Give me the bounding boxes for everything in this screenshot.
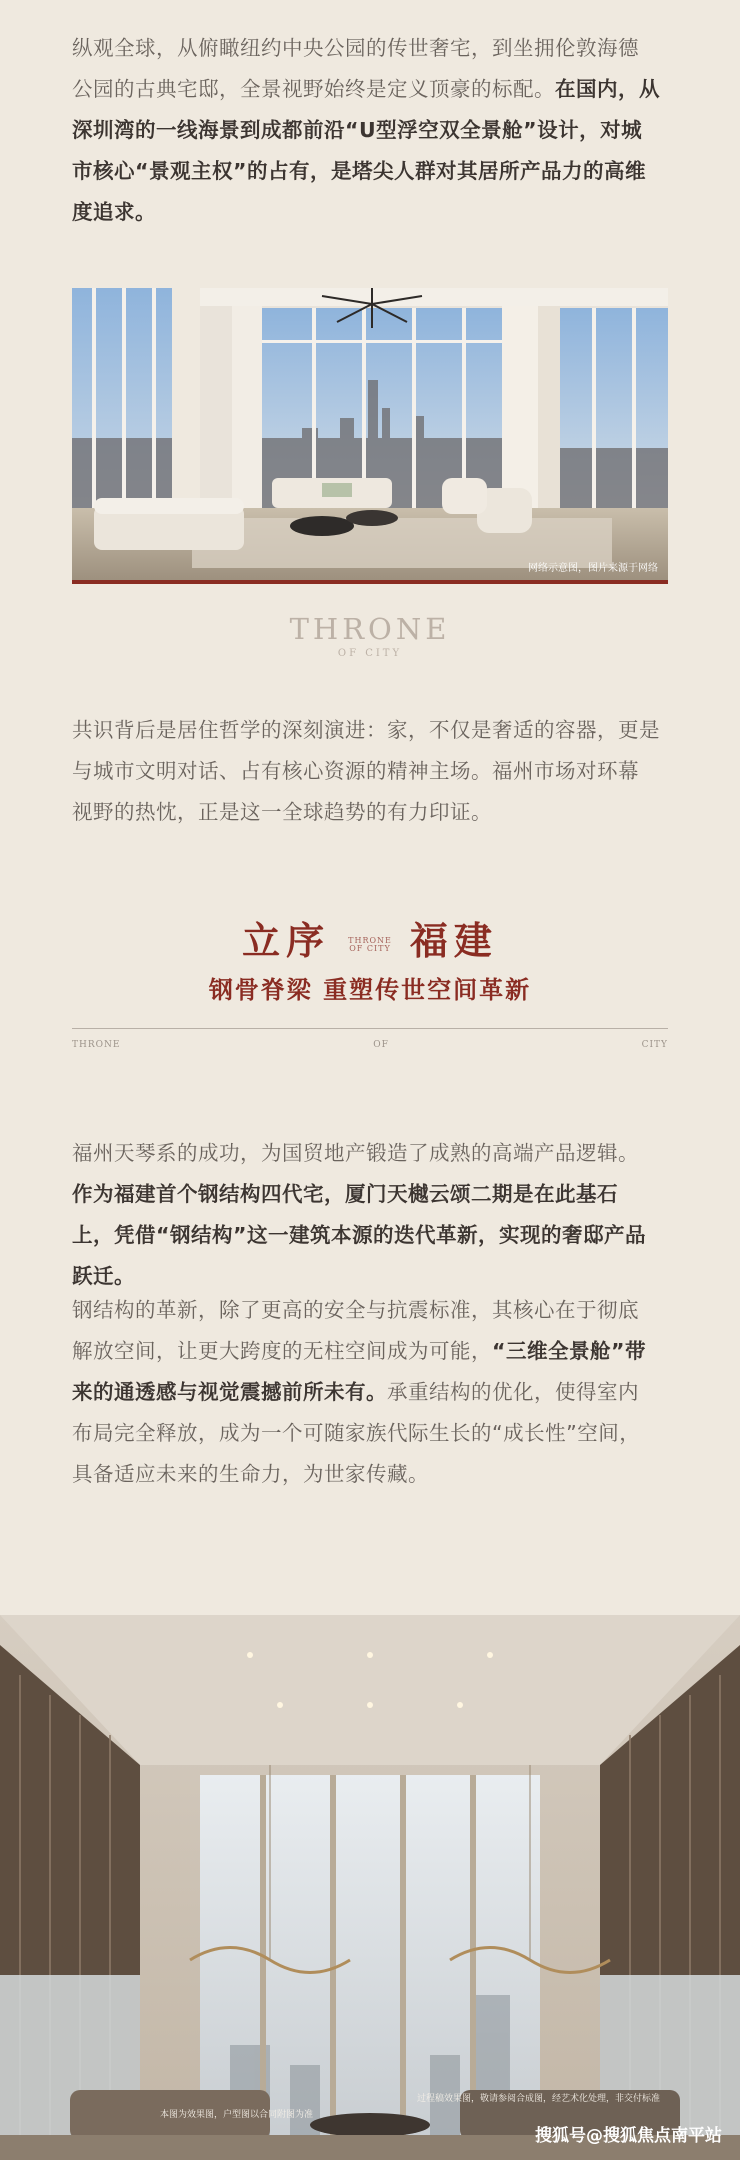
paragraph-line <box>72 1215 672 1256</box>
intro-bold-text: 市核心“景观主权”的占有，是塔尖人群对其居所产品力的高维 <box>72 159 646 183</box>
paragraph-line <box>72 1372 672 1413</box>
bold-text: 来的通透感与视觉震撼前所未有。 <box>72 1380 387 1404</box>
brand-logo <box>0 612 740 659</box>
brand-logo-sub: OF CITY <box>337 648 403 659</box>
section-subtitle: 钢骨脊梁 重塑传世空间革新 <box>208 975 532 1004</box>
source-watermark: 搜狐号@搜狐焦点南平站 <box>535 2126 722 2146</box>
plain-text: 承重结构的优化，使得室内 <box>387 1380 639 1404</box>
intro-bold-text: 度追求。 <box>72 200 156 224</box>
bold-text: “三维全景舱”带 <box>492 1339 646 1363</box>
product-logic-paragraph <box>72 1133 672 1297</box>
divider-label-mid: OF <box>373 1040 389 1050</box>
bold-text: 跃迁。 <box>72 1264 135 1288</box>
intro-bold-text: 深圳湾的一线海景到成都前沿“U型浮空双全景舱”设计，对城 <box>72 118 643 142</box>
bold-text: 上，凭借“钢结构”这一建筑本源的迭代革新，实现的奢邸产品 <box>72 1223 646 1247</box>
living-hall-image <box>0 1615 740 2160</box>
penthouse-living-room-image <box>72 288 668 584</box>
paragraph-line: 视野的热忱，正是这一全球趋势的有力印证。 <box>72 800 492 824</box>
divider-label-left: THRONE <box>72 1040 121 1050</box>
section-divider <box>72 1028 668 1029</box>
paragraph-line <box>72 1331 672 1372</box>
paragraph-line <box>72 1174 672 1215</box>
paragraph-line: 与城市文明对话、占有核心资源的精神主场。福州市场对环幕 <box>72 759 639 783</box>
divider-labels <box>72 1040 668 1050</box>
living-room-illustration <box>72 288 668 584</box>
living-hall-illustration <box>0 1615 740 2160</box>
mini-logo-bottom: OF CITY <box>349 943 391 953</box>
intro-line <box>72 192 672 233</box>
divider-label-right: CITY <box>641 1040 668 1050</box>
mini-logo-top: THRONE <box>348 935 392 945</box>
photo-caption: 网络示意图，图片来源于网络 <box>528 563 658 574</box>
intro-line <box>72 110 672 151</box>
render-caption-right: 过程稿效果图，敬请参阅合成图，经艺术化处理，非交付标准 <box>416 2094 660 2104</box>
section-title <box>0 910 740 965</box>
paragraph-line: 福州天琴系的成功，为国贸地产锻造了成熟的高端产品逻辑。 <box>72 1141 639 1165</box>
section-title-left: 立序 <box>242 918 331 963</box>
paragraph-line: 具备适应未来的生命力，为世家传藏。 <box>72 1462 429 1486</box>
intro-line: 纵观全球，从俯瞰纽约中央公园的传世奢宅，到坐拥伦敦海德 <box>72 36 639 60</box>
mini-brand-logo <box>348 937 392 953</box>
intro-paragraph <box>72 28 672 233</box>
steel-structure-paragraph <box>72 1290 672 1495</box>
brand-logo-main: THRONE <box>289 612 451 646</box>
intro-line <box>72 151 672 192</box>
plain-text: 解放空间，让更大跨度的无柱空间成为可能， <box>72 1339 492 1363</box>
intro-line <box>72 69 672 110</box>
paragraph-line: 布局完全释放，成为一个可随家族代际生长的“成长性”空间， <box>72 1421 641 1445</box>
intro-bold-text: 在国内，从 <box>555 77 660 101</box>
philosophy-paragraph <box>72 710 672 833</box>
paragraph-line: 钢结构的革新，除了更高的安全与抗震标准，其核心在于彻底 <box>72 1298 639 1322</box>
bold-text: 作为福建首个钢结构四代宅，厦门天樾云颂二期是在此基石 <box>72 1182 618 1206</box>
render-caption-left: 本图为效果图，户型图以合同附图为准 <box>160 2110 314 2120</box>
paragraph-line: 共识背后是居住哲学的深刻演进：家，不仅是奢适的容器，更是 <box>72 718 660 742</box>
section-title-right: 福建 <box>409 918 498 963</box>
intro-text: 公园的古典宅邸，全景视野始终是定义顶豪的标配。 <box>72 77 555 101</box>
